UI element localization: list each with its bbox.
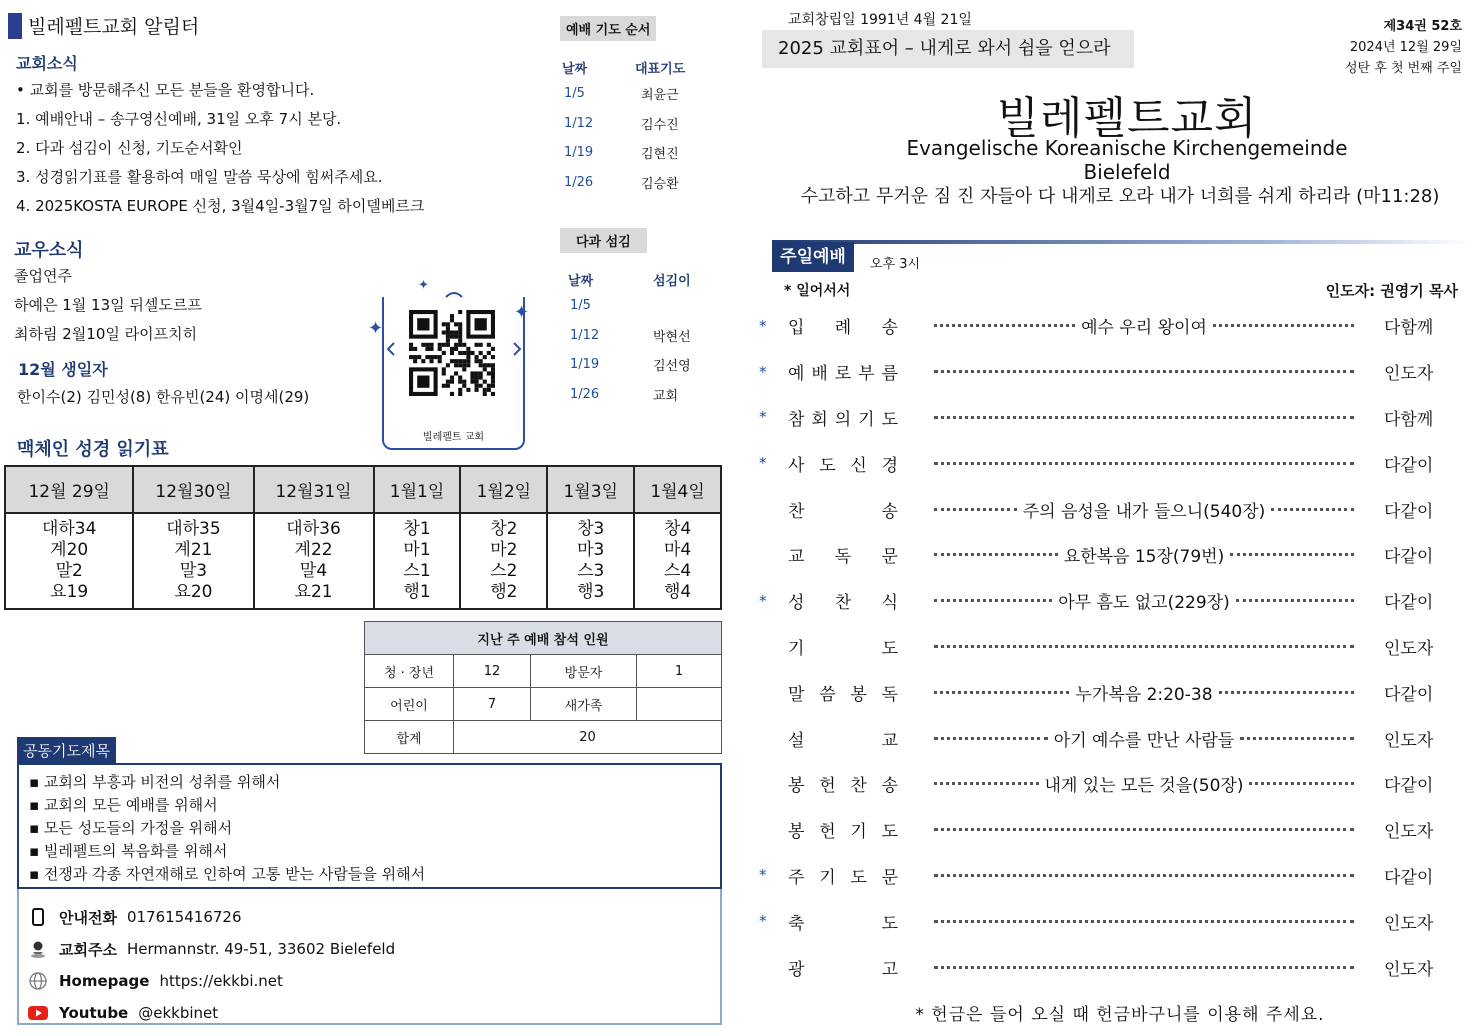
order-name-char: 도 (881, 638, 898, 659)
order-name-char: 도 (881, 913, 898, 934)
table-row (560, 79, 730, 109)
order-item-name (788, 771, 898, 796)
church-news-item: 2. 다과 섬김이 신청, 기도순서확인 (16, 139, 243, 157)
section-divider (772, 240, 1472, 244)
church-news-heading: 교회소식 (16, 54, 78, 73)
refresh-col-person: 섬김이 (653, 273, 691, 289)
motto-banner: 2025 교회표어 – 내게로 와서 쉼을 얻으라 (762, 30, 1134, 68)
order-name-char: 례 (834, 318, 852, 339)
row-person: 박현선 (653, 329, 691, 345)
leader-dots (934, 874, 1354, 877)
dot-leader (934, 920, 1354, 923)
reading-entry: 계22 (294, 540, 333, 560)
order-name-char: 교 (881, 730, 898, 751)
joint-prayer-item: ▪ 빌레펠트의 복음화를 위해서 (29, 842, 228, 860)
stand-marker: * (759, 454, 767, 473)
joint-prayer-item: ▪ 교회의 부흥과 비전의 성취를 위해서 (29, 773, 281, 791)
worship-order-row (756, 486, 1456, 532)
order-name-char: 신 (850, 455, 867, 476)
leader-dots (934, 370, 1354, 373)
reading-entry: 말4 (299, 561, 328, 581)
prayer-order-table (560, 55, 730, 197)
leader-dots (934, 462, 1354, 465)
contact-box (17, 889, 722, 1025)
leader-dots (934, 828, 1354, 831)
stand-marker: * (759, 362, 767, 381)
attendance-total-label: 합계 (365, 721, 454, 754)
order-item-content: 주의 음성을 내가 들으니(540장) (1022, 501, 1266, 522)
reading-day-cell (374, 513, 461, 609)
leader-dots (934, 966, 1354, 969)
reading-entry: 요21 (294, 582, 333, 602)
reading-entry: 행3 (577, 582, 605, 602)
title-bar-marker (8, 13, 22, 39)
table-row (560, 350, 730, 380)
members-news-heading: 교우소식 (14, 240, 84, 261)
reading-entry: 창2 (490, 519, 518, 539)
bulletin-title: 빌레펠트교회 알림터 (8, 12, 199, 39)
dot-leader (1271, 508, 1354, 511)
dot-leader (934, 462, 1354, 465)
worship-order-row (756, 578, 1456, 624)
birthdays-text: 한이수(2) 김민성(8) 한유빈(24) 이명세(29) (17, 388, 310, 406)
dot-leader (934, 553, 1058, 556)
reading-entry: 계21 (174, 540, 213, 560)
issue-date: 2024년 12월 29일 (1349, 40, 1462, 55)
contact-youtube: Youtube @ekkbinet (27, 997, 712, 1029)
prayer-order-tag: 예배 기도 순서 (560, 16, 656, 41)
order-name-char: 도 (819, 455, 836, 476)
order-name-char: 말 (788, 684, 805, 705)
attendance-youth-label: 청 · 장년 (365, 655, 454, 688)
order-item-name (788, 634, 898, 659)
dot-leader (934, 828, 1354, 831)
attendance-caption: 지난 주 예배 참석 인원 (365, 622, 722, 655)
order-item-participant: 다같이 (1384, 867, 1434, 888)
stand-marker: * (759, 912, 767, 931)
order-item-name (788, 863, 898, 888)
dot-leader (1236, 599, 1354, 602)
worship-time: 오후 3시 (870, 257, 921, 272)
order-item-participant: 다같이 (1384, 684, 1434, 705)
members-news-lines (14, 262, 202, 349)
order-item-content: 아기 예수를 만난 사람들 (1053, 730, 1235, 751)
order-item-name (788, 726, 898, 751)
dot-leader (1240, 737, 1354, 740)
order-item-participant: 인도자 (1384, 822, 1434, 843)
globe-icon (27, 972, 49, 990)
order-item-content: 내게 있는 모든 것을(50장) (1044, 776, 1244, 797)
joint-prayer-item: ▪ 모든 성도들의 가정을 위해서 (29, 819, 233, 837)
reading-entry: 계20 (50, 540, 89, 560)
reading-entry: 행2 (490, 582, 518, 602)
order-name-char: 주 (788, 867, 805, 888)
order-name-char: 부 (858, 364, 875, 385)
order-item-name (788, 588, 898, 613)
dot-leader (934, 691, 1069, 694)
row-date: 1/5 (570, 298, 591, 314)
row-date: 1/26 (570, 386, 600, 402)
youtube-icon (27, 1006, 49, 1020)
youtube-handle[interactable]: @ekkbinet (138, 1004, 219, 1022)
dot-leader (934, 782, 1039, 785)
phone-icon (27, 908, 49, 926)
reading-entry: 스1 (403, 561, 431, 581)
dot-leader (934, 416, 1354, 419)
refresh-col-date: 날짜 (568, 273, 594, 289)
order-item-name (788, 313, 898, 338)
reading-entry: 대하35 (166, 519, 221, 539)
reading-entry: 스4 (663, 561, 692, 581)
order-name-char: 고 (881, 959, 898, 980)
prayer-col-date: 날짜 (562, 61, 588, 77)
order-name-char: 독 (834, 547, 852, 568)
sunday-name: 성탄 후 첫 번째 주일 (1345, 61, 1462, 76)
dot-leader (934, 874, 1354, 877)
refreshments-tag: 다과 섬김 (560, 228, 647, 253)
sparkle-icon: ✦ (418, 278, 429, 293)
reading-entry: 말2 (55, 561, 83, 581)
order-name-char: 경 (881, 455, 898, 476)
reading-entry: 창1 (403, 519, 431, 539)
reading-entry: 마3 (577, 540, 605, 560)
issue-info (1345, 16, 1462, 79)
reading-entry: 요19 (50, 582, 89, 602)
order-name-char: 식 (881, 593, 898, 614)
order-item-participant: 다함께 (1384, 409, 1434, 430)
reading-plan-table (4, 465, 722, 610)
dot-leader (1213, 324, 1354, 327)
worship-order-row (756, 532, 1456, 578)
order-name-char: 봉 (788, 822, 805, 843)
reading-entry: 스2 (490, 561, 518, 581)
church-news-item: 4. 2025KOSTA EUROPE 신청, 3월4일-3월7일 하이델베르크 (16, 197, 425, 215)
worship-order-row (756, 669, 1456, 715)
theme-verse: 수고하고 무거운 짐 진 자들아 다 내게로 오라 내가 너희를 쉬게 하리라 (마11:28) (800, 186, 1440, 207)
worship-tag: 주일예배 (772, 242, 854, 272)
sparkle-icon: ✦ (514, 302, 530, 323)
leader-dots (934, 313, 1354, 338)
contact-address: 교회주소 Hermannstr. 49-51, 33602 Bielefeld (27, 933, 712, 965)
attendance-visitor-label: 방문자 (531, 655, 637, 688)
address-text: Hermannstr. 49-51, 33602 Bielefeld (126, 940, 396, 958)
worship-order-row (756, 853, 1456, 899)
reading-entry: 스3 (577, 561, 605, 581)
stand-marker: * (759, 866, 767, 885)
reading-entry: 창3 (577, 519, 605, 539)
dot-leader (934, 737, 1048, 740)
table-row (560, 168, 730, 198)
attendance-newfamily-label: 새가족 (531, 688, 637, 721)
order-name-char: 문 (881, 867, 898, 888)
reading-day-header: 1월4일 (634, 466, 721, 513)
order-item-participant: 인도자 (1384, 913, 1434, 934)
attendance-children-value: 7 (454, 688, 531, 721)
prayer-order-panel (560, 16, 730, 197)
order-name-char: 예 (788, 364, 805, 385)
joint-prayer-item: ▪ 교회의 모든 예배를 위해서 (29, 796, 218, 814)
phone-number[interactable]: 017615416726 (126, 908, 242, 926)
order-name-char: 씀 (819, 684, 836, 705)
qr-code-icon[interactable] (409, 310, 495, 396)
order-name-char: 송 (881, 318, 898, 339)
reading-day-header: 12월 29일 (5, 466, 133, 513)
row-person: 김승환 (641, 176, 679, 192)
row-person: 김수진 (641, 117, 679, 133)
order-name-char: 송 (881, 776, 898, 797)
reading-day-header: 12월30일 (133, 466, 253, 513)
order-name-char: 설 (788, 730, 805, 751)
founded-date: 교회창립일 1991년 4월 21일 (788, 12, 972, 28)
leader-dots (934, 680, 1354, 705)
order-item-participant: 다함께 (1384, 318, 1434, 339)
church-name: 빌레펠트교회 (996, 93, 1258, 144)
attendance-total-value: 20 (454, 721, 722, 754)
worship-order-row (756, 440, 1456, 486)
order-item-name (788, 955, 898, 980)
order-item-content: 예수 우리 왕이여 (1081, 318, 1207, 339)
offering-note: * 헌금은 들어 오실 때 헌금바구니를 이용해 주세요. (915, 1005, 1325, 1025)
order-name-char: 의 (834, 409, 852, 430)
refreshments-table (560, 267, 730, 409)
attendance-children-label: 어린이 (365, 688, 454, 721)
dot-leader (934, 508, 1017, 511)
church-news-item: 1. 예배안내 – 송구영신예배, 31일 오후 7시 본당. (16, 110, 342, 128)
stand-marker: * (759, 591, 767, 610)
worship-order-row (756, 715, 1456, 761)
reading-entry: 대하36 (286, 519, 341, 539)
reading-entry: 말3 (179, 561, 208, 581)
worship-leader: 인도자: 권영기 목사 (1325, 282, 1458, 300)
order-name-char: 찬 (834, 593, 852, 614)
table-row (560, 321, 730, 351)
reading-day-header: 12월31일 (254, 466, 374, 513)
row-date: 1/26 (564, 174, 594, 190)
worship-order-row (756, 349, 1456, 395)
dot-leader (934, 370, 1354, 373)
order-name-char: 헌 (819, 822, 836, 843)
order-item-participant: 다같이 (1384, 593, 1434, 614)
homepage-link[interactable]: https://ekkbi.net (159, 972, 283, 990)
row-date: 1/5 (564, 86, 585, 102)
order-item-name (788, 817, 898, 842)
reading-entry: 대하34 (41, 519, 97, 539)
order-item-name (788, 405, 898, 430)
qr-label: 빌레펠트 교회 (422, 432, 485, 443)
order-item-participant: 다같이 (1384, 501, 1434, 522)
order-name-char: 찬 (788, 501, 805, 522)
joint-prayer-tag: 공동기도제목 (17, 737, 116, 764)
order-name-char: 배 (811, 364, 828, 385)
worship-order-row (756, 944, 1456, 990)
reading-day-cell (547, 513, 634, 609)
reading-plan-heading: 맥체인 성경 읽기표 (17, 439, 169, 460)
stand-note: * 일어서서 (784, 283, 851, 299)
contact-homepage: Homepage https://ekkbi.net (27, 965, 712, 997)
reading-entry: 요20 (174, 582, 213, 602)
leader-dots (934, 588, 1354, 613)
order-item-name (788, 542, 898, 567)
church-name-german: Evangelische Koreanische Kirchengemeinde Bielefeld (906, 136, 1348, 184)
order-name-char: 봉 (850, 684, 867, 705)
order-item-participant: 인도자 (1384, 959, 1434, 980)
worship-order-row (756, 395, 1456, 441)
order-item-participant: 다같이 (1384, 455, 1434, 476)
church-news-item: • 교회를 방문해주신 모든 분들을 환영합니다. (16, 81, 315, 99)
order-item-content: 누가복음 2:20-38 (1075, 684, 1213, 705)
dot-leader (934, 645, 1354, 648)
joint-prayer-list (17, 763, 722, 889)
reading-entry: 행4 (663, 582, 692, 602)
stand-marker: * (759, 316, 767, 335)
order-name-char: 문 (881, 547, 898, 568)
dot-leader (1219, 691, 1354, 694)
church-news-item: 3. 성경읽기표를 활용하여 매일 말씀 묵상에 힘써주세요. (16, 168, 383, 186)
worship-order-row (756, 898, 1456, 944)
order-name-char: 름 (881, 364, 898, 385)
members-news-line: 졸업연주 (14, 267, 72, 285)
order-name-char: 찬 (850, 776, 867, 797)
order-name-char: 도 (881, 822, 898, 843)
reading-entry: 마2 (490, 540, 518, 560)
order-item-name (788, 497, 898, 522)
row-date: 1/19 (564, 145, 594, 161)
reading-entry: 창4 (663, 519, 692, 539)
order-name-char: 교 (788, 547, 805, 568)
dot-leader (1249, 782, 1354, 785)
order-name-char: 기 (788, 638, 805, 659)
order-name-char: 성 (788, 593, 805, 614)
reading-day-cell (5, 513, 133, 609)
order-item-name (788, 909, 898, 934)
row-person: 교회 (653, 388, 679, 404)
worship-order-row (756, 624, 1456, 670)
table-row (560, 291, 730, 321)
leader-dots (934, 726, 1354, 751)
birthdays-heading: 12월 생일자 (18, 360, 108, 379)
attendance-table (364, 621, 722, 754)
reading-day-cell (133, 513, 253, 609)
order-item-content: 요한복음 15장(79번) (1063, 547, 1225, 568)
leader-dots (934, 645, 1354, 648)
order-name-char: 기 (819, 867, 836, 888)
dot-leader (934, 966, 1354, 969)
leader-dots (934, 771, 1354, 796)
order-item-name (788, 451, 898, 476)
worship-order-row (756, 807, 1456, 853)
order-name-char: 도 (850, 867, 867, 888)
table-row (560, 138, 730, 168)
row-person: 김선영 (653, 359, 691, 375)
attendance-youth-value: 12 (454, 655, 531, 688)
reading-day-header: 1월3일 (547, 466, 634, 513)
dot-leader (934, 324, 1075, 327)
volume-number: 제34권 52호 (1383, 19, 1462, 34)
reading-day-cell (634, 513, 721, 609)
order-name-char: 기 (858, 409, 875, 430)
attendance-newfamily-value (637, 688, 722, 721)
table-row (560, 380, 730, 410)
stand-marker: * (759, 408, 767, 427)
reading-day-header: 1월2일 (460, 466, 547, 513)
order-name-char: 참 (788, 409, 805, 430)
order-name-char: 축 (788, 913, 805, 934)
members-news-line: 하예은 1월 13일 뒤셀도르프 (14, 296, 202, 314)
row-date: 1/12 (564, 115, 594, 131)
leader-dots (934, 497, 1354, 522)
worship-order-row (756, 303, 1456, 349)
row-date: 1/12 (570, 327, 600, 343)
prayer-col-person: 대표기도 (635, 61, 686, 77)
sparkle-icon: ✦ (368, 318, 384, 339)
church-news-list (16, 76, 424, 221)
order-item-participant: 인도자 (1384, 638, 1434, 659)
order-item-name (788, 359, 898, 384)
order-name-char: 독 (881, 684, 898, 705)
order-name-char: 광 (788, 959, 805, 980)
leader-dots (934, 416, 1354, 419)
order-item-participant: 다같이 (1384, 547, 1434, 568)
members-news-line: 최하림 2월10일 라이프치히 (14, 325, 198, 343)
order-item-participant: 다같이 (1384, 776, 1434, 797)
row-person: 김현진 (641, 147, 679, 163)
order-name-char: 헌 (819, 776, 836, 797)
leader-dots (934, 542, 1354, 567)
order-name-char: 로 (834, 364, 852, 385)
order-name-char: 봉 (788, 776, 805, 797)
reading-day-cell (254, 513, 374, 609)
reading-entry: 마4 (663, 540, 692, 560)
location-pin-icon (27, 940, 49, 958)
reading-entry: 마1 (403, 540, 431, 560)
reading-day-cell (460, 513, 547, 609)
attendance-visitor-value: 1 (637, 655, 722, 688)
order-item-content: 아무 흠도 없고(229장) (1058, 593, 1230, 614)
order-item-name (788, 680, 898, 705)
order-item-participant: 인도자 (1384, 364, 1434, 385)
order-name-char: 도 (881, 409, 898, 430)
worship-order-row (756, 761, 1456, 807)
dot-leader (1230, 553, 1354, 556)
order-name-char: 사 (788, 455, 805, 476)
order-name-char: 입 (788, 318, 805, 339)
order-name-char: 송 (881, 501, 898, 522)
order-name-char: 회 (811, 409, 828, 430)
table-row (560, 109, 730, 139)
row-person: 최윤근 (641, 88, 679, 104)
dot-leader (934, 599, 1052, 602)
reading-day-header: 1월1일 (374, 466, 461, 513)
worship-order-list (756, 303, 1456, 990)
joint-prayer-item: ▪ 전쟁과 각종 자연재해로 인하여 고통 받는 사람들을 위해서 (29, 865, 426, 883)
row-date: 1/19 (570, 357, 600, 373)
reading-entry: 행1 (403, 582, 431, 602)
contact-phone: 안내전화 017615416726 (27, 901, 712, 933)
leader-dots (934, 920, 1354, 923)
order-name-char: 기 (850, 822, 867, 843)
order-item-participant: 인도자 (1384, 730, 1434, 751)
refreshments-panel (560, 228, 730, 409)
